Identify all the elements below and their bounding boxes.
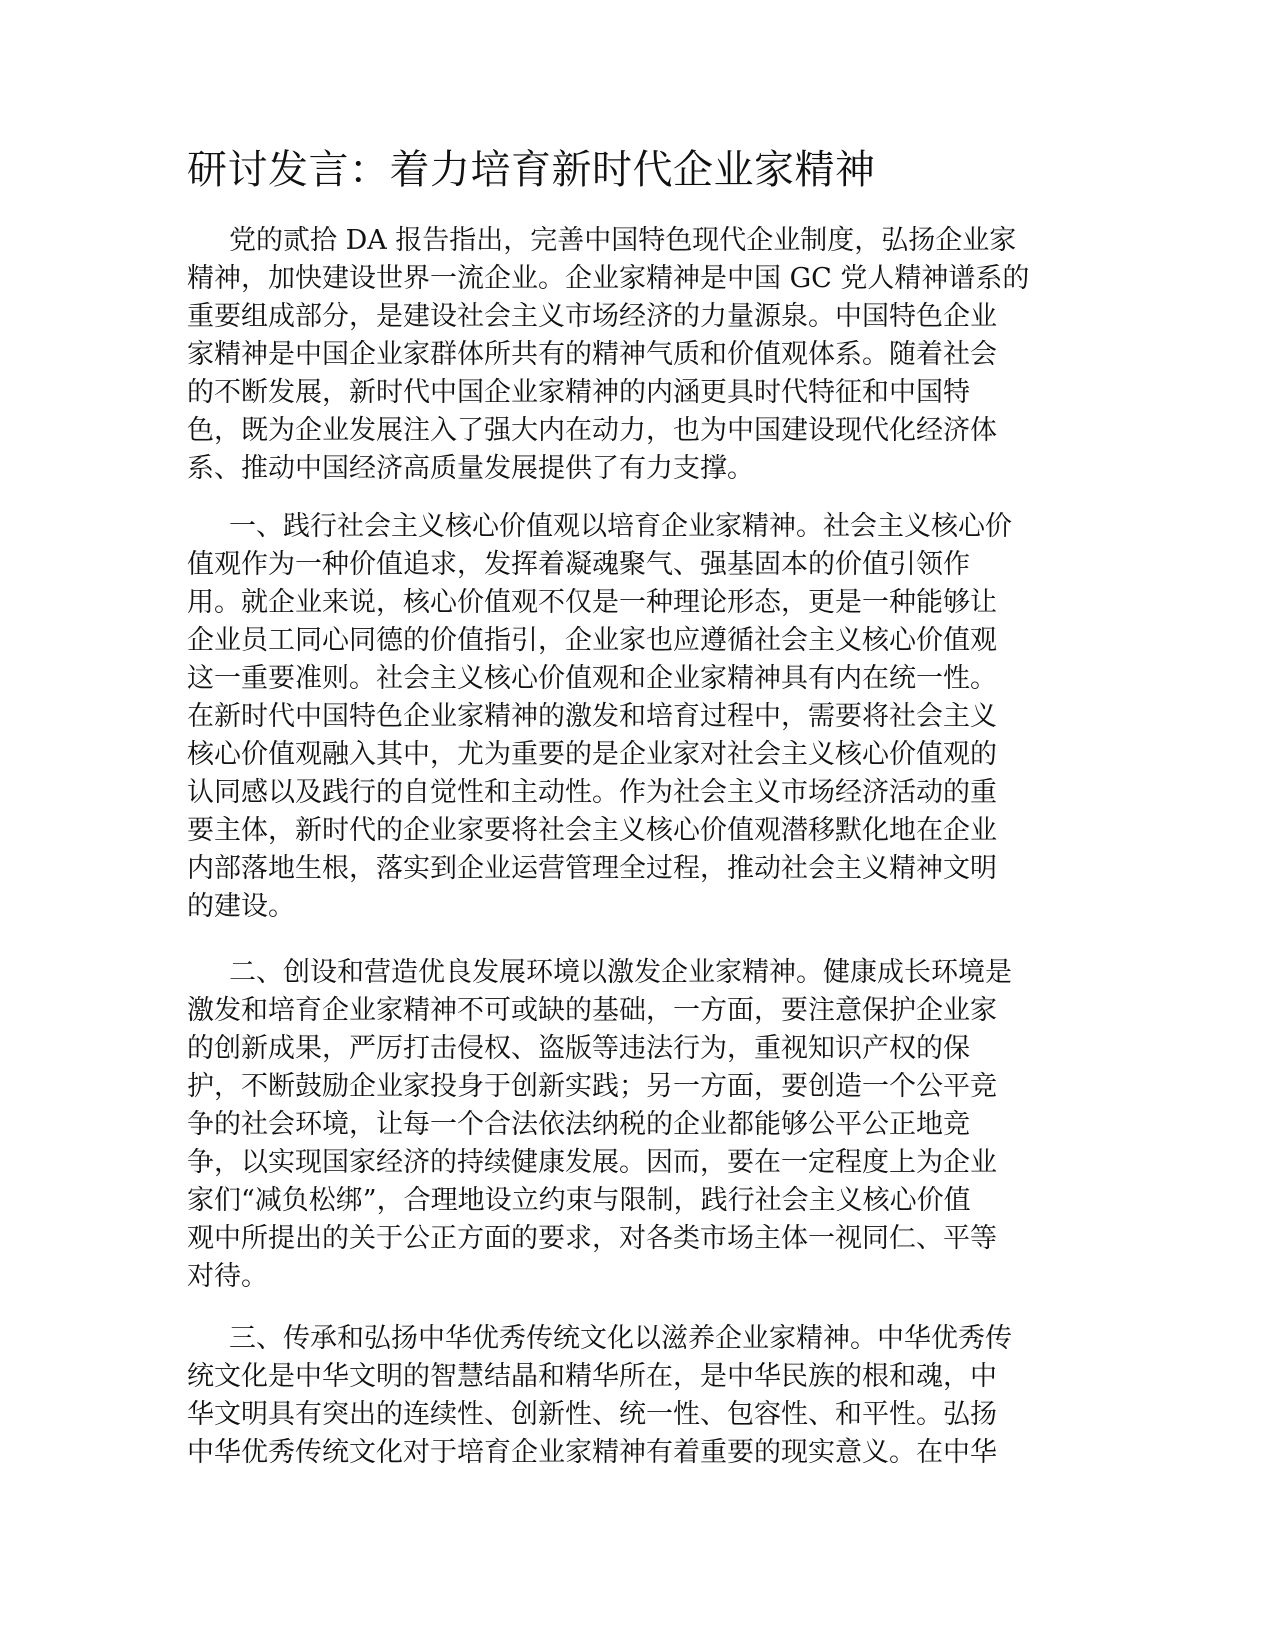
paragraph-section-one [187, 508, 1077, 926]
paragraph-line: 要主体，新时代的企业家要将社会主义核心价值观潜移默化地在企业 [187, 815, 997, 846]
paragraph-line: 的不断发展，新时代中国企业家精神的内涵更具时代特征和中国特 [187, 377, 970, 408]
paragraph-line: 内部落地生根，落实到企业运营管理全过程，推动社会主义精神文明 [187, 853, 997, 884]
paragraph-line: 家们“减负松绑”，合理地设立约束与限制，践行社会主义核心价值 [187, 1185, 971, 1216]
paragraph-line: 重要组成部分，是建设社会主义市场经济的力量源泉。中国特色企业 [187, 301, 997, 332]
paragraph-line: 党的贰拾 DA 报告指出，完善中国特色现代企业制度，弘扬企业家 [229, 225, 1017, 256]
paragraph-line: 精神，加快建设世界一流企业。企业家精神是中国 GC 党人精神谱系的 [187, 263, 1030, 294]
paragraph-line: 的创新成果，严厉打击侵权、盗版等违法行为，重视知识产权的保 [187, 1033, 970, 1064]
paragraph-line: 观中所提出的关于公正方面的要求，对各类市场主体一视同仁、平等 [187, 1223, 997, 1254]
paragraph-line: 的建设。 [187, 891, 295, 922]
paragraph-line: 中华优秀传统文化对于培育企业家精神有着重要的现实意义。在中华 [187, 1437, 997, 1468]
paragraph-line: 一、践行社会主义核心价值观以培育企业家精神。社会主义核心价 [229, 511, 1012, 542]
paragraph-line: 用。就企业来说，核心价值观不仅是一种理论形态，更是一种能够让 [187, 587, 997, 618]
paragraph-line: 认同感以及践行的自觉性和主动性。作为社会主义市场经济活动的重 [187, 777, 997, 808]
paragraph-line: 对待。 [187, 1261, 268, 1292]
paragraph-section-two [187, 954, 1077, 1296]
paragraph-line: 激发和培育企业家精神不可或缺的基础，一方面，要注意保护企业家 [187, 995, 997, 1026]
paragraph-line: 系、推动中国经济高质量发展提供了有力支撑。 [187, 453, 754, 484]
paragraph-line: 三、传承和弘扬中华优秀传统文化以滋养企业家精神。中华优秀传 [229, 1323, 1012, 1354]
paragraph-section-three [187, 1320, 1077, 1472]
paragraph-line: 企业员工同心同德的价值指引，企业家也应遵循社会主义核心价值观 [187, 625, 997, 656]
paragraph-line: 家精神是中国企业家群体所共有的精神气质和价值观体系。随着社会 [187, 339, 997, 370]
paragraph-line: 核心价值观融入其中，尤为重要的是企业家对社会主义核心价值观的 [187, 739, 997, 770]
paragraph-line: 护，不断鼓励企业家投身于创新实践；另一方面，要创造一个公平竞 [187, 1071, 997, 1102]
paragraph-line: 这一重要准则。社会主义核心价值观和企业家精神具有内在统一性。 [187, 663, 997, 694]
paragraph-line: 争，以实现国家经济的持续健康发展。因而，要在一定程度上为企业 [187, 1147, 997, 1178]
paragraph-line: 二、创设和营造优良发展环境以激发企业家精神。健康成长环境是 [229, 957, 1012, 988]
paragraph-line: 色，既为企业发展注入了强大内在动力，也为中国建设现代化经济体 [187, 415, 997, 446]
paragraph-line: 华文明具有突出的连续性、创新性、统一性、包容性、和平性。弘扬 [187, 1399, 997, 1430]
document-title: 研讨发言：着力培育新时代企业家精神 [187, 147, 876, 193]
paragraph-line: 统文化是中华文明的智慧结晶和精华所在，是中华民族的根和魂，中 [187, 1361, 997, 1392]
paragraph-line: 值观作为一种价值追求，发挥着凝魂聚气、强基固本的价值引领作 [187, 549, 970, 580]
paragraph-line: 争的社会环境，让每一个合法依法纳税的企业都能够公平公正地竞 [187, 1109, 970, 1140]
paragraph-intro [187, 222, 1077, 488]
paragraph-line: 在新时代中国特色企业家精神的激发和培育过程中，需要将社会主义 [187, 701, 997, 732]
